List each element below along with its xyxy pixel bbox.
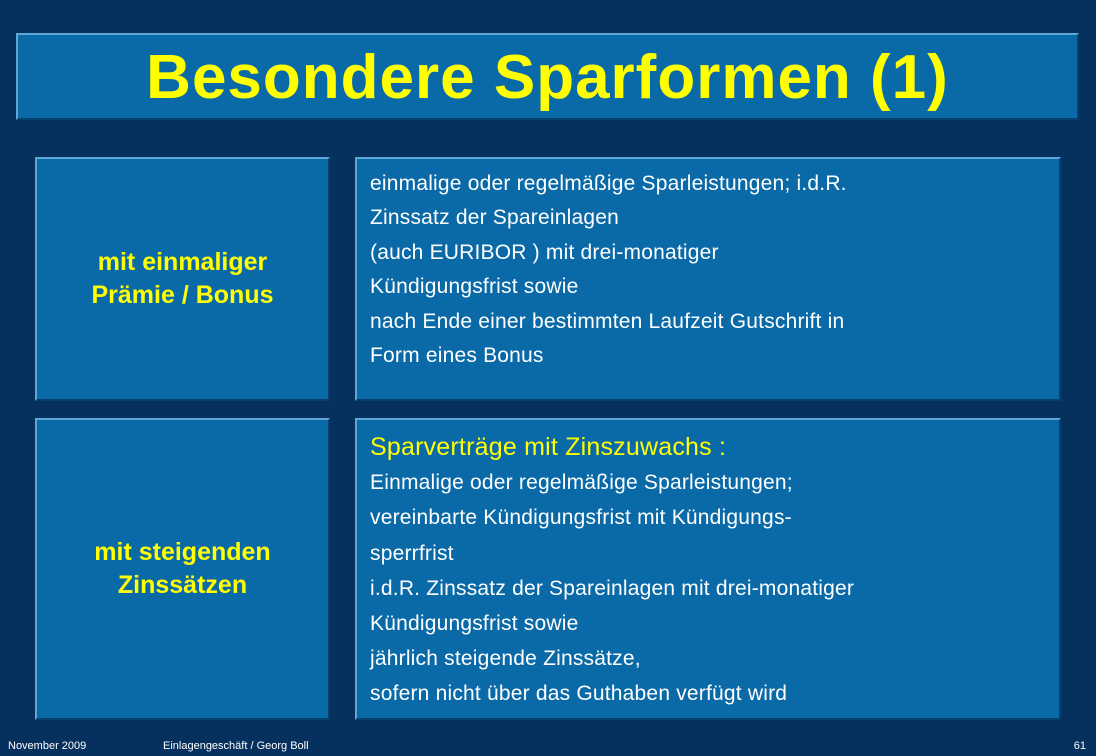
section-2-text: [370, 430, 1049, 712]
section-1-label: [92, 246, 274, 312]
section-2-line-3: sperrfrist: [370, 541, 454, 565]
footer-date: November 2009: [8, 740, 87, 752]
section-2-label: [94, 536, 270, 602]
section-1-line-1: einmalige oder regelmäßige Sparleistungen; i.d.R.: [370, 172, 847, 195]
section-2-line-2: vereinbarte Kündigungsfrist mit Kündigungs-: [370, 506, 792, 530]
section-1-label-line-1: mit einmaliger: [97, 248, 268, 276]
section-2-text-box: [355, 418, 1061, 720]
section-1-line-5: nach Ende einer bestimmten Laufzeit Gutschrift in: [370, 309, 845, 333]
section-2-line-1: Einmalige oder regelmäßige Sparleistungen;: [370, 471, 793, 495]
slide-title: Besondere Sparformen (1): [146, 43, 949, 112]
section-2-line-6: jährlich steigende Zinssätze,: [370, 647, 641, 671]
section-2-line-5: Kündigungsfrist sowie: [370, 612, 579, 636]
section-2-label-line-1: mit steigenden: [94, 538, 271, 566]
section-1-line-3: (auch EURIBOR ) mit drei-monatiger: [370, 240, 719, 264]
section-2-line-4: i.d.R. Zinssatz der Spareinlagen mit drei-monatiger: [370, 576, 855, 600]
footer-page-number: 61: [1073, 740, 1086, 752]
title-box: [16, 33, 1079, 120]
section-2-label-box: [35, 418, 330, 720]
footer-course: Einlagengeschäft / Georg Boll: [163, 740, 309, 752]
section-1-line-2: Zinssatz der Spareinlagen: [370, 206, 619, 230]
section-1-text-box: [355, 157, 1061, 401]
section-1-line-4: Kündigungsfrist sowie: [370, 275, 579, 299]
section-1-text: [370, 167, 1049, 373]
section-2-heading: Sparverträge mit Zinszuwachs :: [370, 433, 727, 461]
section-1-line-6: Form eines Bonus: [370, 344, 544, 368]
section-1-label-box: [35, 157, 330, 401]
section-1-label-line-2: Prämie / Bonus: [91, 281, 274, 309]
section-2-line-7: sofern nicht über das Guthaben verfügt wird: [370, 682, 788, 706]
section-2-label-line-2: Zinssätzen: [117, 571, 248, 599]
